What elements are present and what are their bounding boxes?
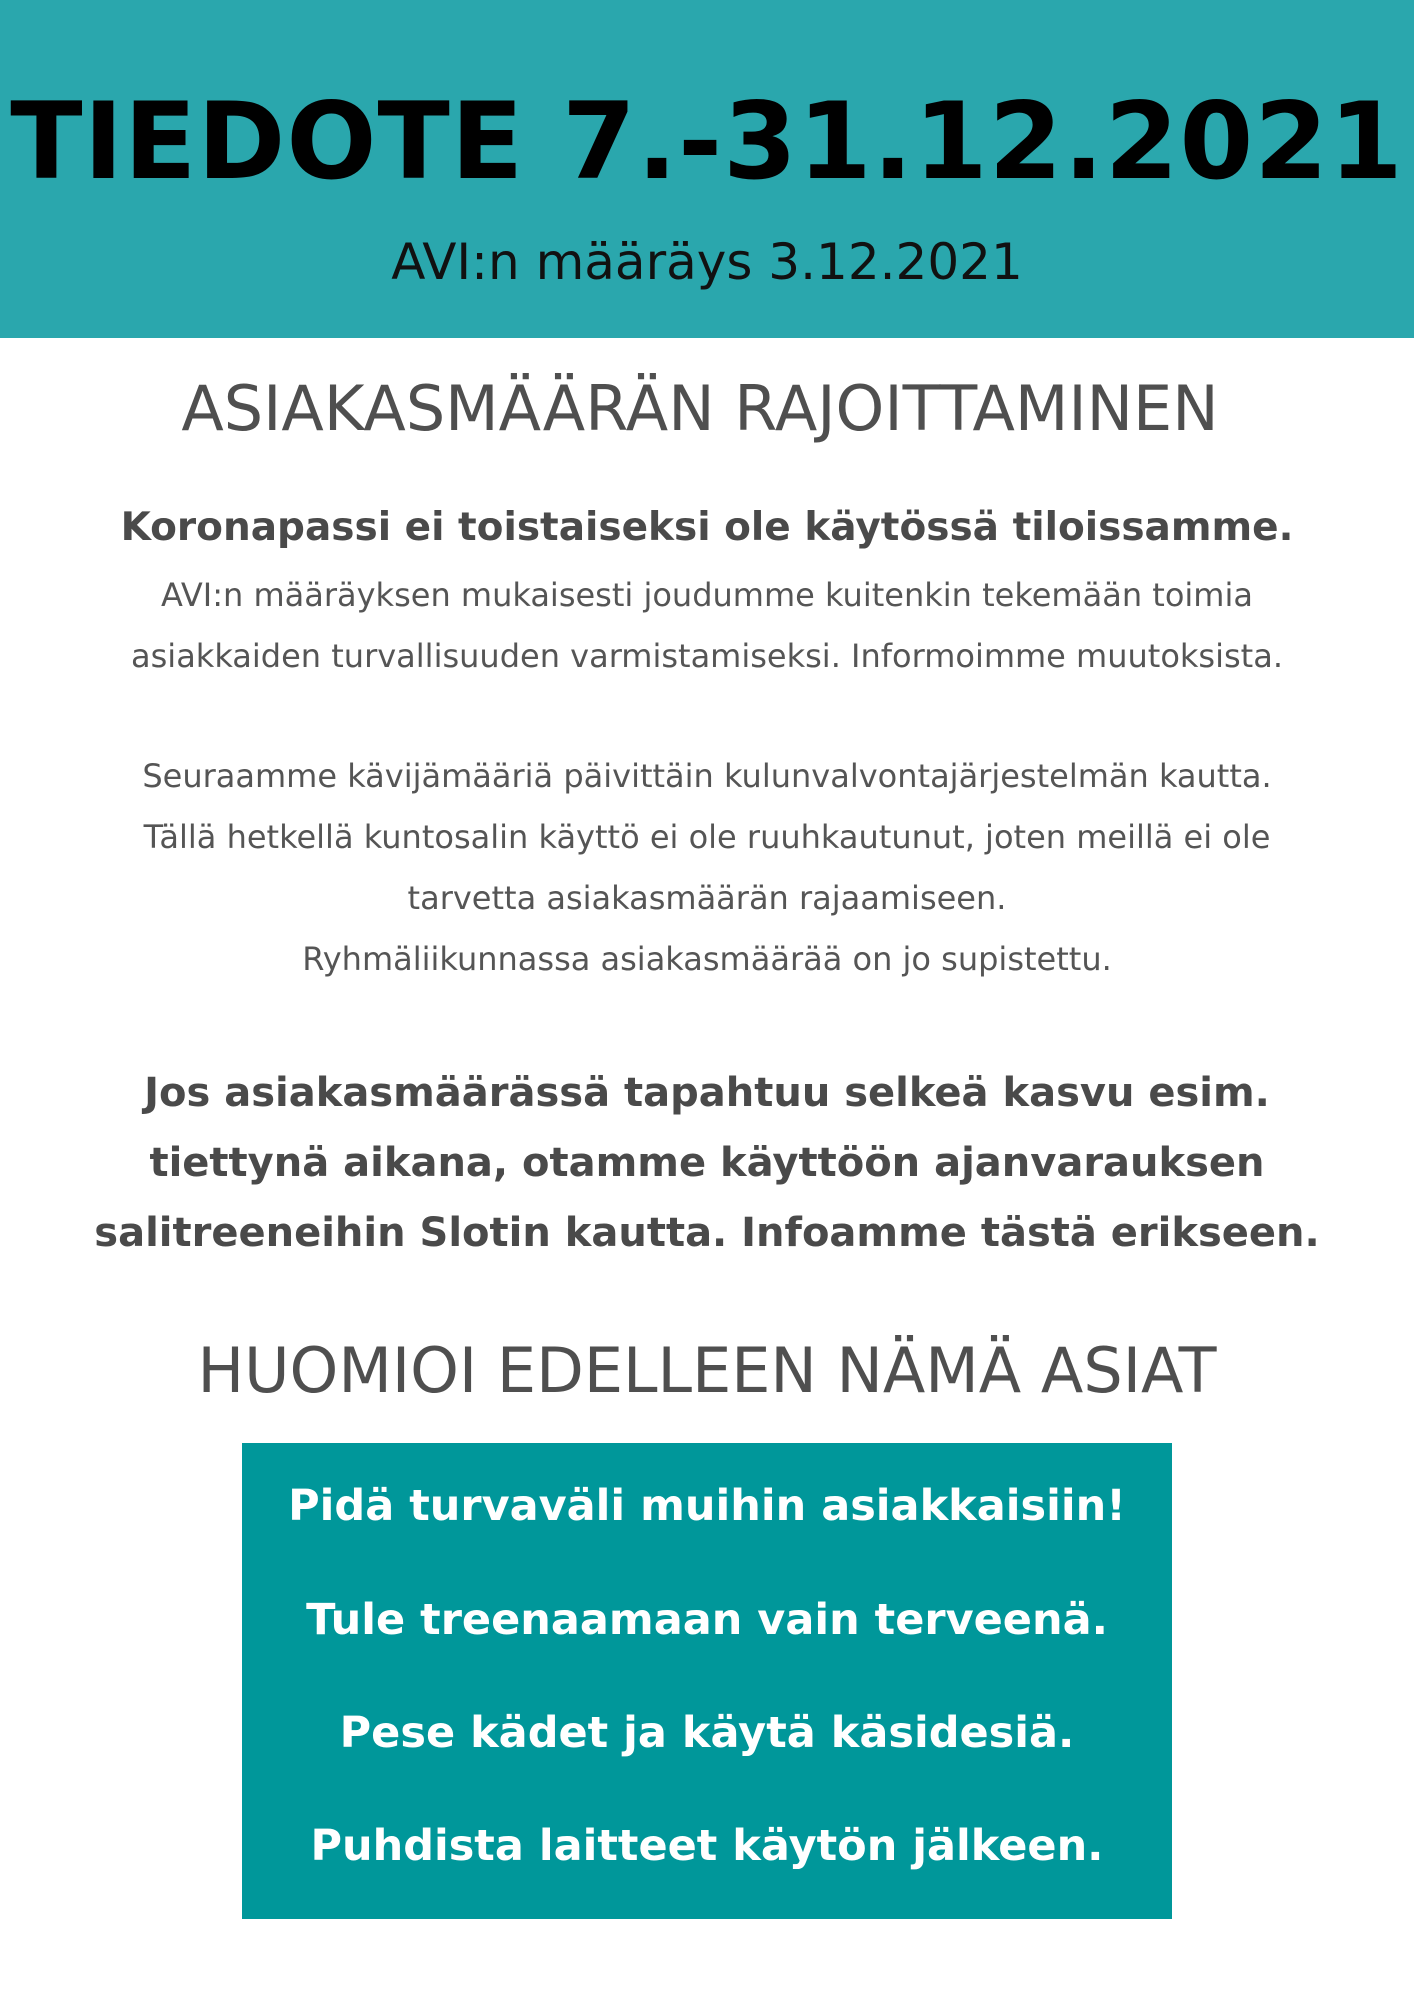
text-line: Seuraamme kävijämääriä päivittäin kulunvalvontajärjestelmän kautta. (142, 757, 1272, 795)
text-line: tiettynä aikana, otamme käyttöön ajanvarauksen (149, 1140, 1265, 1186)
page-subtitle: AVI:n määräys 3.12.2021 (391, 233, 1023, 291)
text-line: AVI:n määräyksen mukaisesti joudumme kuitenkin tekemään toimia (161, 576, 1253, 614)
reminder-item: Tule treenaamaan vain terveenä. (306, 1595, 1108, 1645)
reminder-item: Puhdista laitteet käytön jälkeen. (310, 1821, 1104, 1871)
text-line: Jos asiakasmäärässä tapahtuu selkeä kasvu esim. (144, 1070, 1270, 1116)
text-line: tarvetta asiakasmäärän rajaamiseen. (407, 879, 1007, 917)
section-heading-restriction: ASIAKASMÄÄRÄN RAJOITTAMINEN (181, 372, 1219, 445)
paragraph-booking-note (50, 1058, 1364, 1268)
reminder-item: Pese kädet ja käytä käsidesiä. (339, 1708, 1075, 1758)
reminders-box (242, 1443, 1172, 1919)
header-banner (0, 0, 1414, 338)
reminder-item: Pidä turvaväli muihin asiakkaisiin! (288, 1481, 1126, 1531)
text-line: asiakkaiden turvallisuuden varmistamiseksi. Informoimme muutoksista. (131, 637, 1283, 675)
paragraph-avi-order (50, 565, 1364, 687)
paragraph-visitor-monitoring (50, 746, 1364, 990)
page-title: TIEDOTE 7.-31.12.2021 (10, 80, 1404, 203)
text-line: Tällä hetkellä kuntosalin käyttö ei ole ruuhkautunut, joten meillä ei ole (143, 818, 1271, 856)
section-heading-notice: HUOMIOI EDELLEEN NÄMÄ ASIAT (197, 1334, 1217, 1407)
text-line: salitreeneihin Slotin kautta. Infoamme tästä erikseen. (94, 1210, 1320, 1256)
text-line: Ryhmäliikunnassa asiakasmäärää on jo supistettu. (302, 940, 1112, 978)
lead-statement: Koronapassi ei toistaiseksi ole käytössä tiloissamme. (120, 505, 1294, 550)
